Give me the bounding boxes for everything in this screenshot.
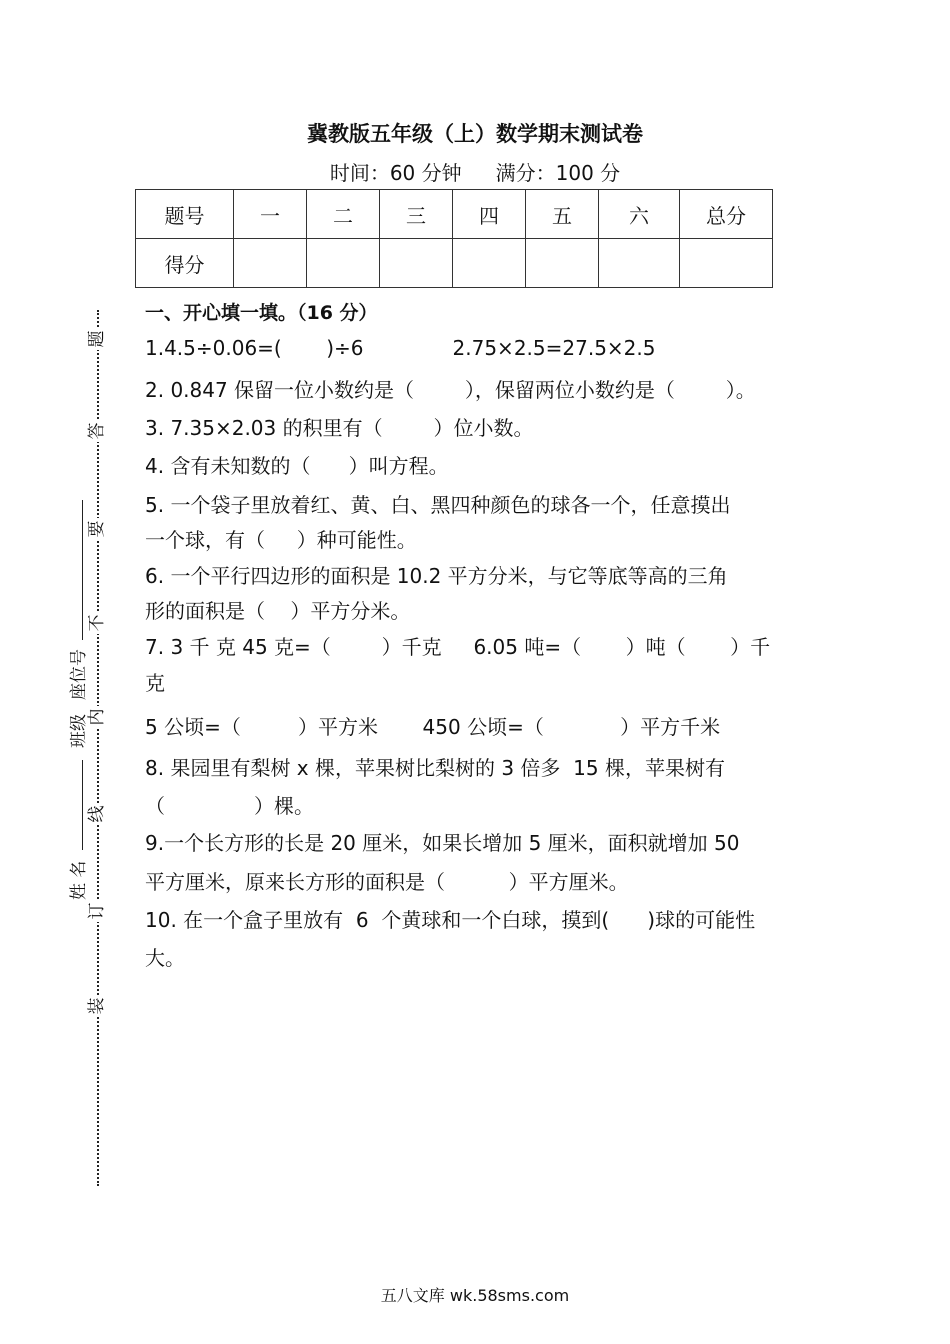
- question-line: 7. 3 千 克 45 克=（ ）千克 6.05 吨=（ ）吨（ ）千: [145, 635, 771, 659]
- question-line: 2. 0.847 保留一位小数约是（ ），保留两位小数约是（ ）。: [145, 378, 756, 402]
- score-header-cell: 三: [380, 190, 453, 239]
- seat-number-field-label: 座位号: [69, 649, 89, 700]
- seat-number-blank[interactable]: [82, 500, 83, 640]
- question-line: 5. 一个袋子里放着红、黄、白、黑四种颜色的球各一个，任意摸出: [145, 493, 731, 517]
- score-header-cell: 一: [234, 190, 307, 239]
- exam-title: 冀教版五年级（上）数学期末测试卷: [307, 122, 643, 146]
- score-cell[interactable]: [599, 239, 680, 288]
- footer-watermark: 五八文库 wk.58sms.com: [380, 1286, 570, 1305]
- score-cell[interactable]: [680, 239, 773, 288]
- question-line: 大。: [145, 946, 185, 970]
- score-header-cell: 四: [453, 190, 526, 239]
- time-label: 时间：60 分钟: [329, 161, 462, 185]
- margin-char: 题: [86, 328, 108, 350]
- score-row-label: 得分: [136, 239, 234, 288]
- section-heading: 一、开心填一填。（16 分）: [145, 302, 378, 324]
- exam-subtitle: [0, 157, 950, 186]
- margin-char: 订: [86, 900, 108, 922]
- question-line: （ ）棵。: [145, 794, 315, 818]
- question-line: 5 公顷=（ ）平方米 450 公顷=（ ）平方千米: [145, 715, 721, 739]
- question-line: 4. 含有未知数的（ ）叫方程。: [145, 454, 449, 478]
- score-cell[interactable]: [234, 239, 307, 288]
- score-table-score-row: [136, 239, 773, 288]
- margin-char: 要: [86, 518, 108, 540]
- margin-char: 不: [86, 612, 108, 634]
- class-field-label: 班级: [69, 714, 89, 748]
- name-field-label: 姓 名: [69, 860, 89, 900]
- question-line: 形的面积是（ ）平方分米。: [145, 599, 411, 623]
- question-line: 6. 一个平行四边形的面积是 10.2 平方分米，与它等底等高的三角: [145, 564, 728, 588]
- question-line: 8. 果园里有梨树 x 棵，苹果树比梨树的 3 倍多 15 棵，苹果树有: [145, 756, 725, 780]
- score-table: [135, 189, 773, 288]
- score-header-cell: 总分: [680, 190, 773, 239]
- name-blank[interactable]: [82, 760, 83, 850]
- margin-char: 内: [86, 706, 108, 728]
- question-line: 一个球，有（ ）种可能性。: [145, 528, 417, 552]
- question-line: 10. 在一个盒子里放有 6 个黄球和一个白球，摸到( )球的可能性: [145, 908, 756, 932]
- score-table-header-row: [136, 190, 773, 239]
- score-cell[interactable]: [526, 239, 599, 288]
- score-cell[interactable]: [453, 239, 526, 288]
- question-line: 1.4.5÷0.06=( )÷6 2.75×2.5=27.5×2.5: [145, 336, 656, 360]
- full-score-label: 满分：100 分: [495, 161, 621, 185]
- margin-char: 装: [86, 995, 108, 1017]
- margin-char: 答: [86, 420, 108, 442]
- question-line: 9.一个长方形的长是 20 厘米，如果长增加 5 厘米，面积就增加 50: [145, 831, 740, 855]
- question-line: 克: [145, 671, 165, 695]
- score-header-cell: 六: [599, 190, 680, 239]
- score-header-cell: 二: [307, 190, 380, 239]
- score-header-cell: 题号: [136, 190, 234, 239]
- score-cell[interactable]: [380, 239, 453, 288]
- score-cell[interactable]: [307, 239, 380, 288]
- margin-char: 线: [86, 803, 108, 825]
- score-header-cell: 五: [526, 190, 599, 239]
- question-line: 3. 7.35×2.03 的积里有（ ）位小数。: [145, 416, 534, 440]
- question-line: 平方厘米，原来长方形的面积是（ ）平方厘米。: [145, 870, 629, 894]
